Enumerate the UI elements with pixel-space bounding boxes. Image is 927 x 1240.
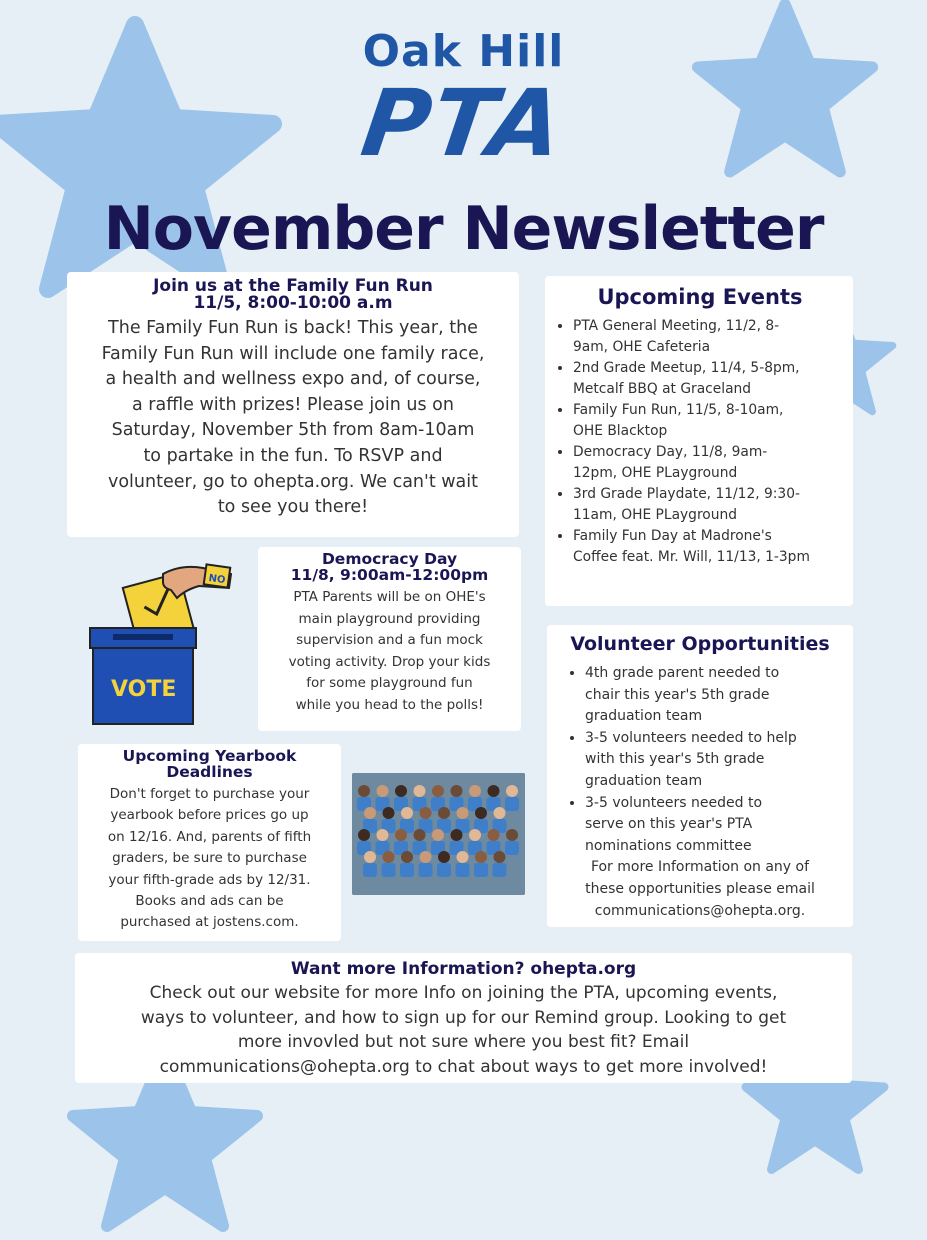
person-head xyxy=(469,785,481,797)
person-head xyxy=(358,829,370,841)
person-head xyxy=(457,807,469,819)
yearbook-line: your fifth-grade ads by 12/31. xyxy=(108,871,311,888)
person-head xyxy=(475,851,487,863)
event-item: • Family Fun Day at Madrone's Coffee feat. Mr. Will, 11/13, 1-3pm xyxy=(573,526,847,568)
person-head xyxy=(506,829,518,841)
event-item: • Democracy Day, 11/8, 9am- 12pm, OHE PLayground xyxy=(573,442,847,484)
more-info-card xyxy=(75,953,852,1083)
person-head xyxy=(395,785,407,797)
person-head xyxy=(506,785,518,797)
person-head xyxy=(383,807,395,819)
fun-run-card xyxy=(67,272,519,537)
person-body xyxy=(419,863,433,877)
person-body xyxy=(437,863,451,877)
person-head xyxy=(451,829,463,841)
fun-run-line: to partake in the fun. To RSVP and xyxy=(143,445,443,466)
more-info-heading: Want more Information? ohepta.org xyxy=(290,959,637,979)
person-head xyxy=(457,851,469,863)
logo-line-2: PTA xyxy=(355,70,572,177)
person-head xyxy=(377,785,389,797)
logo-line-1: Oak Hill xyxy=(362,26,565,77)
person-head xyxy=(377,829,389,841)
yearbook-line: graders, be sure to purchase xyxy=(112,850,307,867)
person-body xyxy=(505,841,519,855)
more-info-line: ways to volunteer, and how to sign up for our Remind group. Looking to get xyxy=(140,1007,787,1028)
person-body xyxy=(363,863,377,877)
democracy-day-card xyxy=(258,547,521,731)
group-photo xyxy=(352,773,525,895)
event-item: • PTA General Meeting, 11/2, 8- 9am, OHE Cafeteria xyxy=(573,316,847,358)
democracy-day-line: main playground providing xyxy=(298,610,481,627)
volunteer-item: • 3-5 volunteers needed to serve on this year's PTA nominations committee xyxy=(585,793,847,858)
more-info-line: communications@ohepta.org to chat about ways to get more involved! xyxy=(159,1056,768,1077)
person-head xyxy=(488,785,500,797)
upcoming-events-card xyxy=(545,276,853,606)
volunteer-card xyxy=(547,625,853,927)
vote-label: VOTE xyxy=(111,677,177,702)
event-item: • 3rd Grade Playdate, 11/12, 9:30- 11am, OHE PLayground xyxy=(573,484,847,526)
person-head xyxy=(401,807,413,819)
yearbook-line: purchased at jostens.com. xyxy=(120,914,299,931)
svg-text:NO: NO xyxy=(207,572,227,587)
person-head xyxy=(358,785,370,797)
person-body xyxy=(505,797,519,811)
pta-logo xyxy=(0,26,927,177)
upcoming-events-heading: Upcoming Events xyxy=(597,285,803,309)
democracy-day-line: voting activity. Drop your kids xyxy=(288,653,491,670)
person-head xyxy=(420,851,432,863)
person-head xyxy=(494,807,506,819)
person-head xyxy=(438,851,450,863)
person-body xyxy=(474,863,488,877)
person-head xyxy=(414,785,426,797)
event-item: • Family Fun Run, 11/5, 8-10am, OHE Blacktop xyxy=(573,400,847,442)
person-head xyxy=(475,807,487,819)
person-body xyxy=(456,863,470,877)
volunteer-footer-line: communications@ohepta.org. xyxy=(594,902,806,919)
volunteer-footer-line: For more Information on any of xyxy=(590,859,810,876)
person-head xyxy=(494,851,506,863)
person-head xyxy=(401,851,413,863)
democracy-day-date: 11/8, 9:00am-12:00pm xyxy=(290,566,489,584)
fun-run-date: 11/5, 8:00-10:00 a.m xyxy=(193,293,393,313)
person-head xyxy=(414,829,426,841)
yearbook-line: yearbook before prices go up xyxy=(110,807,309,824)
yearbook-heading-2: Deadlines xyxy=(166,763,253,781)
page-title: November Newsletter xyxy=(103,194,824,264)
democracy-day-line: supervision and a fun mock xyxy=(296,632,483,649)
more-info-line: more invovled but not sure where you best fit? Email xyxy=(237,1032,690,1052)
person-body xyxy=(400,863,414,877)
yearbook-line: Books and ads can be xyxy=(135,893,284,910)
person-head xyxy=(432,785,444,797)
fun-run-line: The Family Fun Run is back! This year, the xyxy=(108,318,478,338)
person-body xyxy=(382,863,396,877)
group-photo-illustration xyxy=(352,773,525,895)
more-info-line: Check out our website for more Info on joining the PTA, upcoming events, xyxy=(149,983,778,1003)
yearbook-heading: Upcoming Yearbook xyxy=(122,747,297,765)
democracy-day-line: while you head to the polls! xyxy=(295,696,484,713)
person-head xyxy=(420,807,432,819)
person-head xyxy=(364,851,376,863)
democracy-day-line: PTA Parents will be on OHE's xyxy=(293,589,486,605)
fun-run-line: a raffle with prizes! Please join us on xyxy=(132,394,454,415)
ballot-box-icon xyxy=(85,560,245,730)
volunteer-item: • 3-5 volunteers needed to help with this year's 5th grade graduation team xyxy=(585,728,847,793)
hand-icon xyxy=(163,564,231,598)
fun-run-line: Family Fun Run will include one family race, xyxy=(101,343,485,364)
person-head xyxy=(451,785,463,797)
person-head xyxy=(395,829,407,841)
fun-run-line: to see you there! xyxy=(217,497,369,518)
yearbook-line: on 12/16. And, parents of fifth xyxy=(107,828,312,845)
democracy-day-heading: Democracy Day xyxy=(321,550,458,568)
volunteer-heading: Volunteer Opportunities xyxy=(570,633,830,655)
event-item: • 2nd Grade Meetup, 11/4, 5-8pm, Metcalf BBQ at Graceland xyxy=(573,358,847,400)
volunteer-item: • 4th grade parent needed to chair this year's 5th grade graduation team xyxy=(585,663,847,728)
fun-run-line: a health and wellness expo and, of course, xyxy=(105,369,481,390)
person-head xyxy=(488,829,500,841)
democracy-day-line: for some playground fun xyxy=(306,675,473,692)
yearbook-card xyxy=(78,744,341,941)
fun-run-heading: Join us at the Family Fun Run xyxy=(153,276,433,296)
yearbook-line: Don't forget to purchase your xyxy=(109,786,310,802)
fun-run-line: volunteer, go to ohepta.org. We can't wait xyxy=(107,471,479,492)
fun-run-line: Saturday, November 5th from 8am-10am xyxy=(111,420,475,441)
person-head xyxy=(383,851,395,863)
volunteer-footer-line: these opportunities please email xyxy=(585,880,815,897)
person-head xyxy=(364,807,376,819)
person-head xyxy=(438,807,450,819)
person-head xyxy=(469,829,481,841)
person-body xyxy=(493,863,507,877)
person-head xyxy=(432,829,444,841)
